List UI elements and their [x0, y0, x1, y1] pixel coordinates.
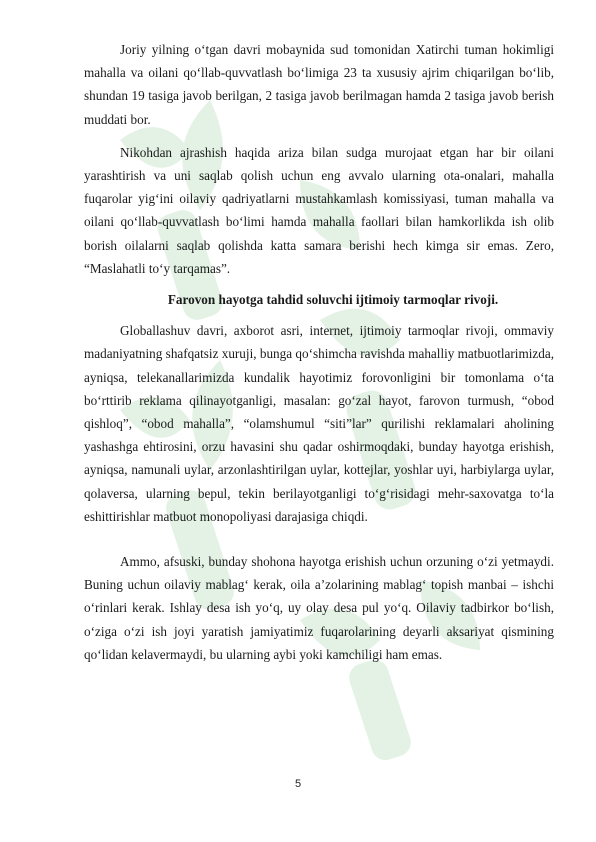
section-heading: Farovon hayotga tahdid soluvchi ijtimoiy tarmoqlar rivoji.	[167, 292, 499, 308]
page-number: 5	[294, 778, 302, 790]
paragraph-1: Joriy yilning o‘tgan davri mobaynida sud tomonidan Xatirchi tuman hokimligi mahalla va oilani qo‘llab-quvvatlash bo‘limiga 23 ta xususiy ajrim chiqarilgan bo‘lib, shundan 19 tasiga javob berilgan, 2 tasiga javob berilmagan hamda 2 tasiga javob berish muddati bor.	[84, 42, 554, 127]
paragraph-3: Globallashuv davri, axborot asri, internet, ijtimoiy tarmoqlar rivoji, ommaviy madaniyatning shafqatsiz xuruji, bunga qo‘shimcha ravishda mahalliy matbuotlarimizda, ayniqsa, telekanallarimizda kundalik hayotimiz forovonligini bir tomonlama o‘ta bo‘rttirib reklama qilinayotganligi, masalan: go‘zal hayot, farovon turmush, “obod qishloq”, “obod mahalla”, “olamshumul “siti”lar” qurilishi reklamalari aholining yashashga ehtirosini, orzu havasini shu qadar oshirmoqdaki, bunday hayotga erishish, ayniqsa, namunali uylar, arzonlashtirilgan uylar, kottejlar, yoshlar uyi, harbiylarga uylar, qolaversa, ularning bepul, tekin berilayotganligi to‘g‘risidagi mehr-saxovatga to‘la eshittirishlar matbuot monopoliyasi darajasiga chiqdi.	[84, 323, 554, 524]
document-page	[84, 38, 554, 666]
paragraph-2: Nikohdan ajrashish haqida ariza bilan sudga murojaat etgan har bir oilani yarashtirish va uni saqlab qolish uchun eng avvalo ularning ota-onalari, mahalla fuqarolar yig‘ini oilaviy qadriyatlarni mustahkamlash komissiyasi, tuman mahalla va oilani qo‘llab-quvvatlash bo‘limi hamda mahalla faollari bilan hamkorlikda ish olib borish oilalarni saqlab qolishda katta samara berishi hech kimga sir emas. Zero, “Maslahatli to‘y tarqamas”.	[84, 144, 554, 276]
paragraph-4: Ammo, afsuski, bunday shohona hayotga erishish uchun orzuning o‘zi yetmaydi. Buning uchun oilaviy mablag‘ kerak, oila a’zolarining mablag‘ topish manbai – ishchi o‘rinlari kerak. Ishlay desa ish yo‘q, uy olay desa pul yo‘q. Oilaviy tadbirkor bo‘lish, o‘ziga o‘zi ish joyi yaratish jamiyatimiz fuqarolarining deyarli aksariyat qismining qo‘lidan kelavermaydi, bu ularning aybi yoki kamchiligi ham emas.	[84, 554, 554, 662]
